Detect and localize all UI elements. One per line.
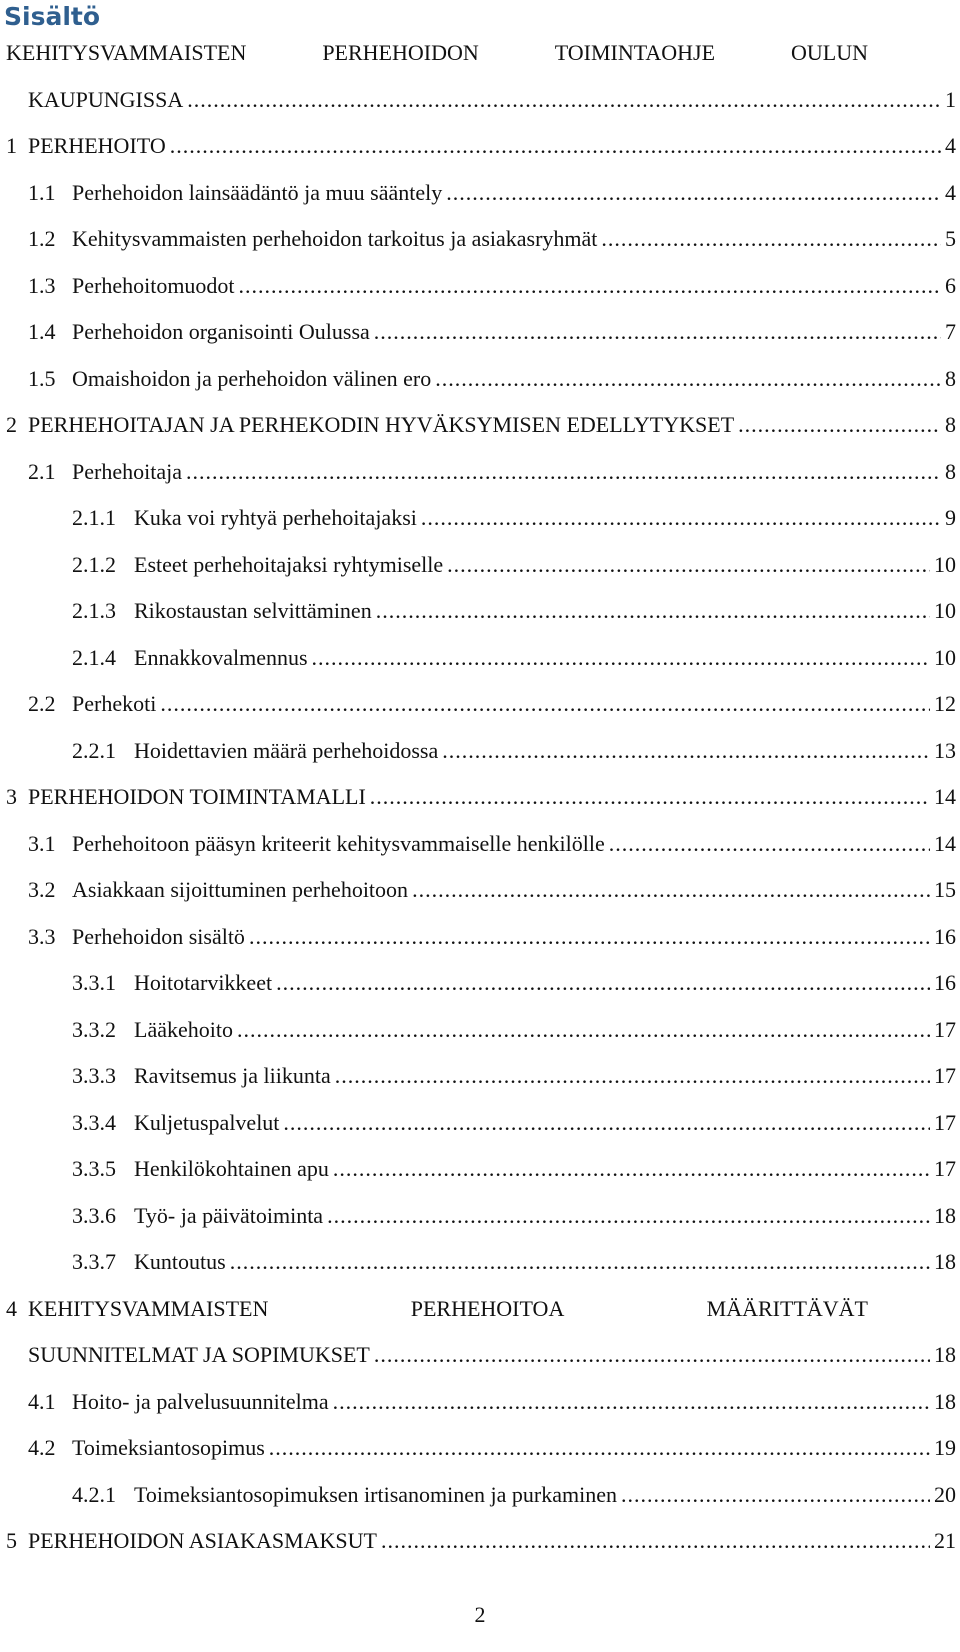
toc-leader [447,552,930,578]
toc-entry-number: 3.2 [28,877,56,903]
toc-leader [412,877,930,903]
toc-entry-page: 20 [934,1481,956,1507]
toc-entry-page: 14 [934,830,956,856]
toc-entry-page: 16 [934,923,956,949]
toc-entry[interactable] [0,1379,960,1426]
toc-entry-page: 17 [934,1016,956,1042]
toc-entry-text: PERHEHOITAJAN JA PERHEKODIN HYVÄKSYMISEN EDELLYTYKSET [28,412,735,438]
toc-entry-number: 1.2 [28,226,56,252]
toc-leader [435,366,941,392]
toc-entry[interactable] [0,449,960,496]
toc-entry-page: 18 [934,1202,956,1228]
toc-entry-text: PERHEHOITO [28,133,166,159]
toc-leader [269,1435,930,1461]
toc-entry-number: 3.3.7 [72,1249,116,1275]
toc-entry-page: 18 [934,1249,956,1275]
toc-leader [239,273,941,299]
toc-leader [187,87,941,113]
toc-leader [276,970,930,996]
toc-entry-number: 1.1 [28,179,56,205]
toc-entry-text: Kuka voi ryhtyä perhehoitajaksi [134,505,417,531]
toc-entry-first [6,1296,268,1322]
toc-entry-text: Toimeksiantosopimus [72,1435,265,1461]
toc-entry-text: Rikostaustan selvittäminen [134,598,372,624]
toc-entry-number: 3 [6,784,17,810]
toc-entry-title-cont[interactable] [0,77,960,124]
toc-leader [370,784,930,810]
toc-entry[interactable] [0,1239,960,1286]
toc-entry-page: 21 [934,1528,956,1554]
toc-leader [621,1482,930,1508]
toc-entry-number: 3.3.2 [72,1016,116,1042]
toc-leader [327,1203,930,1229]
toc-entry[interactable] [0,960,960,1007]
toc-leader [601,226,941,252]
toc-entry-page: 18 [934,1388,956,1414]
toc-entry-text: Omaishoidon ja perhehoidon välinen ero [72,365,432,391]
toc-heading: Sisältö [4,2,101,31]
toc-entry[interactable] [0,1100,960,1147]
toc-entry[interactable] [0,914,960,961]
toc-entry-number: 3.3 [28,923,56,949]
toc-entry-text: Hoitotarvikkeet [134,970,273,996]
toc-entry-text: PERHEHOIDON TOIMINTAMALLI [28,784,366,810]
toc-word: PERHEHOITOA [410,1295,565,1321]
toc-entry-page: 10 [934,551,956,577]
toc-entry[interactable] [0,542,960,589]
toc-entry-text: SUUNNITELMAT JA SOPIMUKSET [28,1342,370,1368]
toc-entry-text: Toimeksiantosopimuksen irtisanominen ja purkaminen [134,1481,617,1507]
toc-leader [376,598,930,624]
table-of-contents [0,30,960,1565]
toc-word: MÄÄRITTÄVÄT [706,1295,868,1321]
toc-entry-page: 10 [934,598,956,624]
toc-entry-text: Perhehoidon sisältö [72,923,245,949]
toc-entry[interactable] [0,1472,960,1519]
toc-entry[interactable] [0,867,960,914]
toc-entry-page: 18 [934,1342,956,1368]
toc-entry-number: 3.3.5 [72,1156,116,1182]
toc-entry-number: 1.5 [28,365,56,391]
toc-entry-text: Perhehoidon lainsäädäntö ja muu sääntely [72,179,443,205]
toc-entry-number: 4.1 [28,1388,56,1414]
page-number: 2 [474,1602,486,1627]
toc-entry-number: 2.2 [28,691,56,717]
toc-entry[interactable] [0,1518,960,1565]
toc-entry[interactable] [0,1146,960,1193]
toc-entry-page: 13 [934,737,956,763]
toc-word: OULUN [790,40,868,66]
toc-leader [312,645,930,671]
toc-entry[interactable] [0,681,960,728]
toc-leader [421,505,941,531]
toc-leader [738,412,941,438]
toc-entry-page: 7 [945,319,956,345]
toc-leader [249,924,930,950]
toc-leader [374,319,941,345]
toc-word: KEHITYSVAMMAISTEN [6,40,247,66]
toc-entry-page: 17 [934,1063,956,1089]
toc-entry-number: 3.3.4 [72,1109,116,1135]
toc-word: TOIMINTAOHJE [554,40,716,66]
toc-entry-text: Perhehoitoon pääsyn kriteerit kehitysvammaiselle henkilölle [72,830,605,856]
toc-leader [283,1110,930,1136]
toc-leader [446,180,941,206]
toc-entry[interactable] [0,356,960,403]
toc-entry-text: Perhehoidon organisointi Oulussa [72,319,370,345]
toc-entry[interactable] [0,1425,960,1472]
toc-entry-text: Hoidettavien määrä perhehoidossa [134,737,439,763]
toc-entry-text: Esteet perhehoitajaksi ryhtymiselle [134,551,444,577]
toc-entry-number: 4 [6,1295,17,1321]
toc-entry-number: 2.1.2 [72,551,116,577]
toc-leader [374,1342,930,1368]
toc-entry-title-line[interactable] [0,30,960,77]
toc-entry[interactable] [0,216,960,263]
toc-entry-page: 8 [945,458,956,484]
toc-entry-section-4-line[interactable] [0,1286,960,1333]
toc-entry-page: 17 [934,1156,956,1182]
toc-entry-section-4-cont[interactable] [0,1332,960,1379]
toc-entry-page: 5 [945,226,956,252]
toc-leader [333,1156,930,1182]
toc-entry-text: PERHEHOIDON ASIAKASMAKSUT [28,1528,377,1554]
toc-leader [230,1249,930,1275]
toc-entry-text: Ravitsemus ja liikunta [134,1063,331,1089]
toc-entry-page: 9 [945,505,956,531]
toc-entry-page: 12 [934,691,956,717]
toc-entry[interactable] [0,635,960,682]
toc-leader [333,1389,930,1415]
toc-leader [335,1063,930,1089]
toc-entry[interactable] [0,1007,960,1054]
toc-leader [609,831,930,857]
toc-entry-number: 2.2.1 [72,737,116,763]
toc-entry-page: 4 [945,179,956,205]
toc-entry[interactable] [0,821,960,868]
toc-entry-page: 17 [934,1109,956,1135]
toc-leader [381,1528,930,1554]
toc-entry-text: Kehitysvammaisten perhehoidon tarkoitus ja asiakasryhmät [72,226,598,252]
toc-entry-page: 1 [945,86,956,112]
toc-entry-number: 3.3.1 [72,970,116,996]
toc-entry-number: 3.3.3 [72,1063,116,1089]
toc-entry[interactable] [0,309,960,356]
toc-entry-number: 1 [6,133,17,159]
toc-word: KEHITYSVAMMAISTEN [28,1295,269,1321]
toc-entry-text: Kuntoutus [134,1249,226,1275]
toc-entry[interactable] [0,263,960,310]
toc-entry[interactable] [0,402,960,449]
toc-entry-text: Perhehoitomuodot [72,272,235,298]
toc-entry-page: 16 [934,970,956,996]
toc-entry[interactable] [0,123,960,170]
toc-entry-page: 14 [934,784,956,810]
toc-entry-number: 4.2.1 [72,1481,116,1507]
toc-entry-number: 3.3.6 [72,1202,116,1228]
toc-entry-text: Perhekoti [72,691,157,717]
toc-entry-text: KAUPUNGISSA [28,86,184,112]
toc-entry[interactable] [0,1193,960,1240]
toc-leader [170,133,941,159]
toc-entry[interactable] [0,495,960,542]
toc-entry-number: 1.4 [28,319,56,345]
toc-entry-text: Asiakkaan sijoittuminen perhehoitoon [72,877,409,903]
toc-entry-text: Työ- ja päivätoiminta [134,1202,324,1228]
toc-word: PERHEHOIDON [322,40,479,66]
toc-entry[interactable] [0,728,960,775]
toc-entry-number: 2.1 [28,458,56,484]
toc-leader [442,738,930,764]
toc-entry-page: 15 [934,877,956,903]
toc-leader [160,691,930,717]
toc-entry-number: 2.1.4 [72,644,116,670]
toc-entry[interactable] [0,588,960,635]
toc-entry-number: 4.2 [28,1435,56,1461]
toc-entry-text: Ennakkovalmennus [134,644,308,670]
toc-entry-text: Lääkehoito [134,1016,233,1042]
toc-entry-text: Kuljetuspalvelut [134,1109,280,1135]
toc-entry-number: 2 [6,412,17,438]
toc-entry-page: 6 [945,272,956,298]
toc-entry-number: 2.1.1 [72,505,116,531]
toc-leader [186,459,941,485]
toc-entry-page: 19 [934,1435,956,1461]
toc-entry-page: 4 [945,133,956,159]
toc-entry-text: Henkilökohtainen apu [134,1156,329,1182]
toc-entry-text: Perhehoitaja [72,458,182,484]
toc-entry[interactable] [0,170,960,217]
toc-entry-number: 5 [6,1528,17,1554]
toc-entry-text: Hoito- ja palvelusuunnitelma [72,1388,329,1414]
toc-leader [237,1017,930,1043]
toc-entry-page: 10 [934,644,956,670]
toc-entry-number: 1.3 [28,272,56,298]
toc-entry-page: 8 [945,412,956,438]
toc-entry-page: 8 [945,365,956,391]
toc-entry-number: 3.1 [28,830,56,856]
toc-entry[interactable] [0,1053,960,1100]
toc-entry[interactable] [0,774,960,821]
toc-entry-number: 2.1.3 [72,598,116,624]
